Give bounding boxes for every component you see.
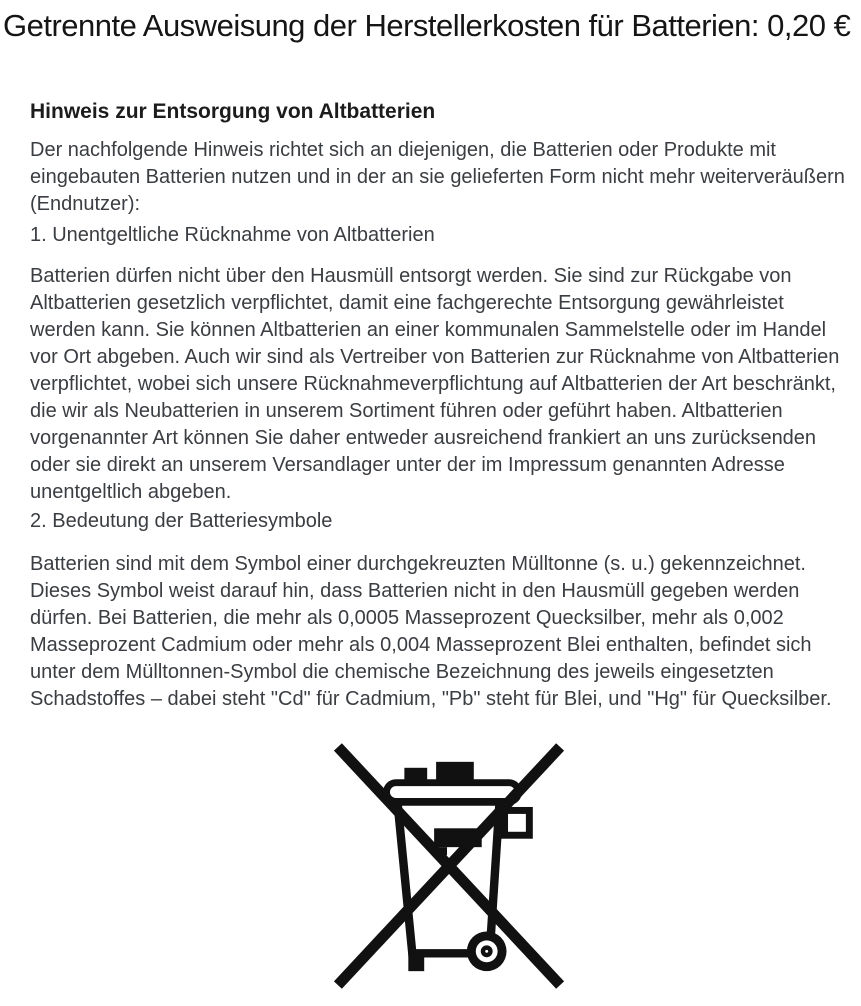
page-title: Getrennte Ausweisung der Herstellerkosten für Batterien: 0,20 € — [3, 8, 851, 43]
battery-symbol-figure — [30, 741, 850, 991]
section-2-heading: 2. Bedeutung der Batteriesymbole — [30, 510, 333, 532]
section-2-paragraph: Batterien sind mit dem Symbol einer durchgekreuzten Mülltonne (s. u.) gekennzeichnet. Dieses Symbol weist darauf hin, dass Batterien nicht in den Hausmüll gegeben werden dürfen. Bei Batterien, die mehr als 0,0005 Masseprozent Quecksilber, mehr als 0,002 Masseprozent Cadmium oder mehr als 0,004 Masseprozent Blei enthalten, befindet sich unter dem Mülltonnen-Symbol die chemische Bezeichnung des jeweils eingesetzten Schadstoffes – dabei steht "Cd" für Cadmium, "Pb" steht für Blei, und "Hg" für Quecksilber. — [30, 553, 832, 710]
crossed-out-wheelie-bin-icon — [325, 741, 573, 991]
battery-disposal-notice-page — [0, 6, 861, 1006]
section-1-paragraph: Batterien dürfen nicht über den Hausmüll entsorgt werden. Sie sind zur Rückgabe von Altbatterien gesetzlich verpflichtet, damit eine fachgerechte Entsorgung gewährleistet werden kann. Sie können Altbatterien an einer kommunalen Sammelstelle oder im Handel vor Ort abgeben. Auch wir sind als Vertreiber von Batterien zur Rücknahme von Altbatterien verpflichtet, wobei sich unsere Rücknahmeverpflichtung auf Altbatterien der Art beschränkt, die wir als Neubatterien in unserem Sortiment führen oder geführt haben. Altbatterien vorgenannter Art können Sie daher entweder ausreichend frankiert an uns zurücksenden oder sie direkt an unserem Versandlager unter der im Impressum genannten Adresse unentgeltlich abgeben. — [30, 265, 840, 503]
section-1-heading: 1. Unentgeltliche Rücknahme von Altbatterien — [30, 224, 435, 246]
notice-heading: Hinweis zur Entsorgung von Altbatterien — [30, 100, 436, 123]
notice-content — [30, 98, 850, 991]
notice-intro-paragraph: Der nachfolgende Hinweis richtet sich an diejenigen, die Batterien oder Produkte mit eingebauten Batterien nutzen und in der an sie gelieferten Form nicht mehr weiterveräußern (Endnutzer): — [30, 139, 845, 215]
